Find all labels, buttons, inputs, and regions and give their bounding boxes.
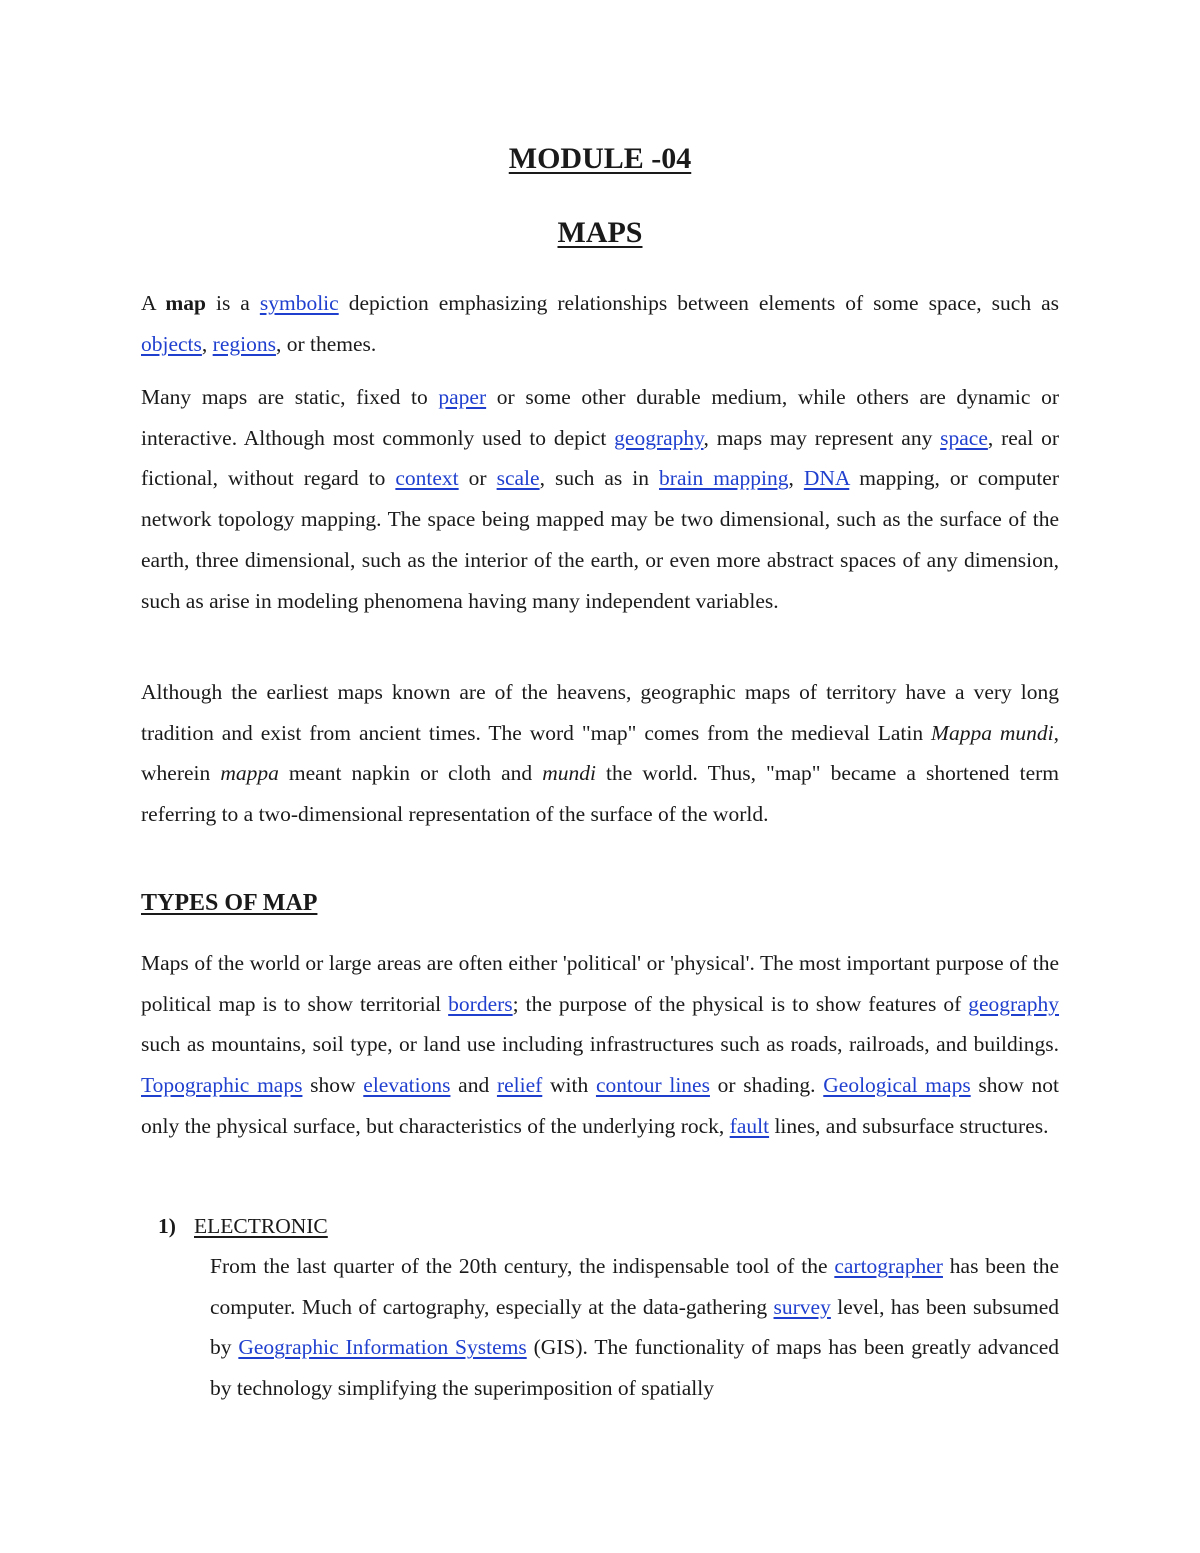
list-label: ELECTRONIC — [194, 1214, 328, 1238]
section-heading-types: TYPES OF MAP — [141, 890, 318, 916]
module-title: MODULE -04 — [508, 142, 692, 175]
link-paper[interactable]: paper — [438, 385, 487, 409]
link-relief[interactable]: relief — [496, 1073, 543, 1098]
intro-paragraph: A map is a symbolic depiction emphasizing relationships between elements of some space, such as objects, regions, or themes. — [141, 291, 1059, 356]
link-dna[interactable]: DNA — [803, 466, 850, 491]
link-context[interactable]: context — [395, 466, 459, 491]
link-elevations[interactable]: elevations — [363, 1073, 451, 1098]
link-topographic-maps[interactable]: Topographic maps — [141, 1073, 303, 1098]
link-scale[interactable]: scale — [496, 466, 540, 491]
link-gis[interactable]: Geographic Information Systems — [238, 1335, 527, 1360]
types-paragraph: Maps of the world or large areas are often either 'political' or 'physical'. The most important purpose of the political map is to show territorial borders; the purpose of the physical is to show features of geography such as mountains, soil type, or land use including infrastructures such as roads, railroads, and buildings. Topographic maps show elevations and relief with contour lines or shading. Geological maps show not only the physical surface, but characteristics of the underlying rock, fault lines, and subsurface structures. — [141, 951, 1060, 1138]
link-cartographer[interactable]: cartographer — [834, 1254, 943, 1278]
link-contour-lines[interactable]: contour lines — [595, 1073, 710, 1098]
italic-mappa: mappa — [220, 761, 279, 786]
link-regions[interactable]: regions — [212, 331, 276, 356]
link-survey[interactable]: survey — [773, 1294, 831, 1319]
history-paragraph: Although the earliest maps known are of the heavens, geographic maps of territory have a very long tradition and exist from ancient times. The word "map" comes from the medieval Latin Mappa mundi, wherein mappa meant napkin or cloth and mundi the world. Thus, "map" became a shortened term referring to a two-dimensional representation of the surface of the world. — [141, 680, 1059, 827]
link-fault[interactable]: fault — [729, 1113, 770, 1138]
link-geography[interactable]: geography — [614, 425, 704, 450]
document-subtitle: MAPS — [557, 216, 643, 249]
link-space[interactable]: space — [940, 425, 988, 450]
link-brain-mapping[interactable]: brain mapping — [659, 466, 789, 491]
link-symbolic[interactable]: symbolic — [259, 291, 339, 315]
italic-mappa-mundi: Mappa mundi — [931, 720, 1054, 745]
link-borders[interactable]: borders — [448, 991, 513, 1016]
list-item-electronic — [158, 1206, 328, 1246]
list-number: 1) — [158, 1214, 176, 1238]
link-objects[interactable]: objects — [141, 331, 202, 356]
bold-term: map — [165, 291, 206, 315]
electronic-paragraph: From the last quarter of the 20th century, the indispensable tool of the cartographer has been the computer. Much of cartography, especially at the data-gathering survey level, has been subsumed by Geographic Information Systems (GIS). The functionality of maps has been greatly advanced by technology simplifying the superimposition of spatially — [210, 1254, 1059, 1401]
link-geography-2[interactable]: geography — [968, 991, 1060, 1016]
static-dynamic-paragraph: Many maps are static, fixed to paper or some other durable medium, while others are dynamic or interactive. Although most commonly used to depict geography, maps may represent any space, real or fictional, without regard to context or scale, such as in brain mapping, DNA mapping, or computer network topology mapping. The space being mapped may be two dimensional, such as the surface of the earth, three dimensional, such as the interior of the earth, or even more abstract spaces of any dimension, such as arise in modeling phenomena having many independent variables. — [141, 385, 1060, 613]
link-geological-maps[interactable]: Geological maps — [823, 1073, 971, 1098]
italic-mundi: mundi — [542, 761, 596, 786]
